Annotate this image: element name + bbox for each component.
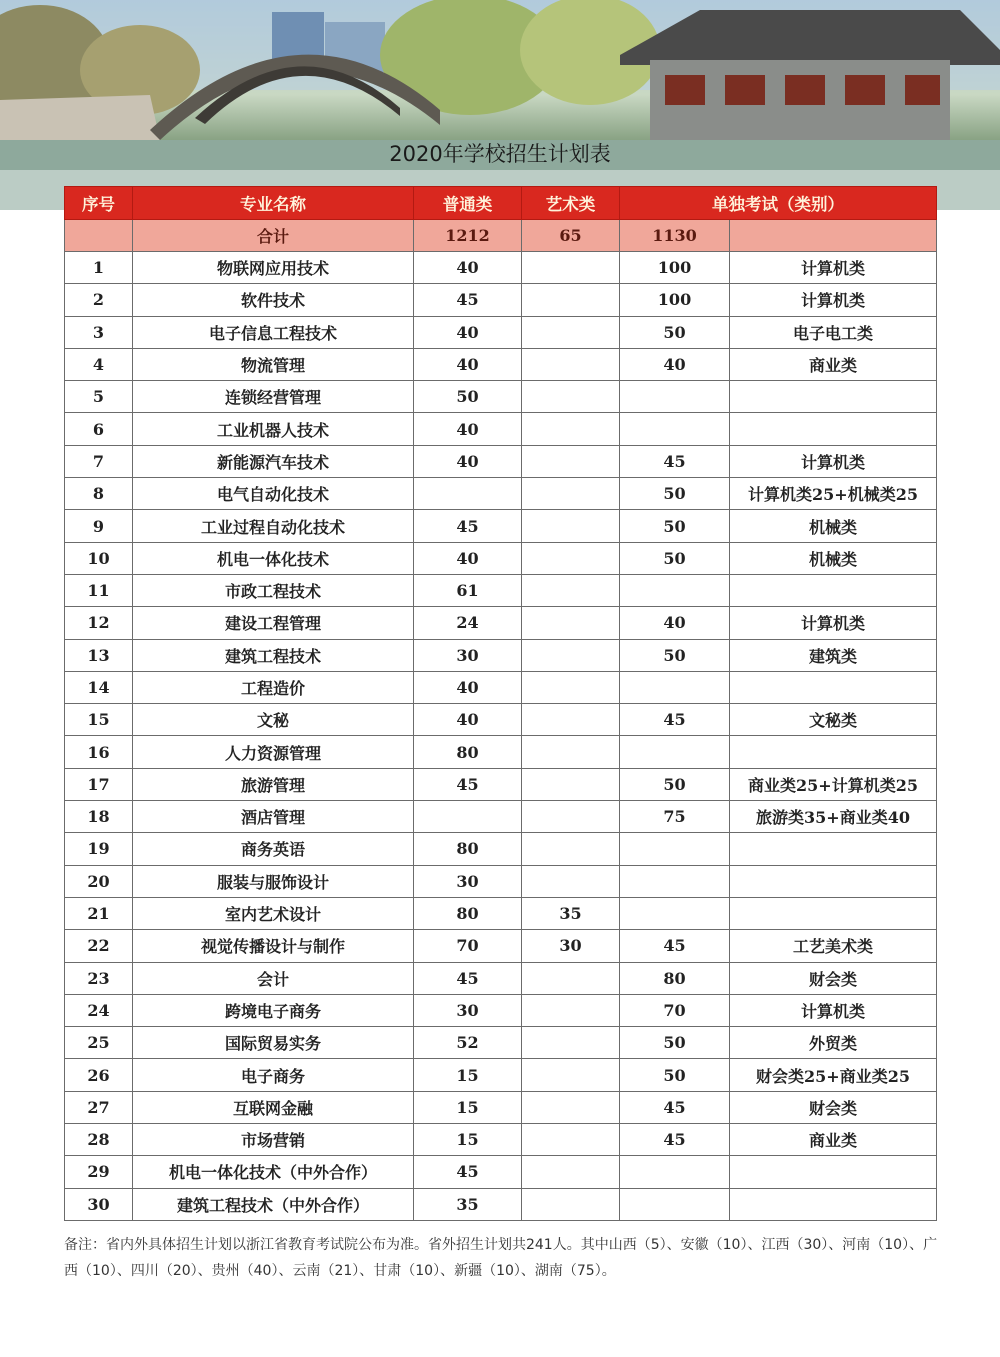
separate-exam-quota: 45 [620, 1091, 730, 1123]
art-quota [522, 316, 620, 348]
exam-category [730, 1156, 937, 1188]
separate-exam-quota [620, 671, 730, 703]
row-number: 2 [65, 284, 133, 316]
separate-exam-quota [620, 736, 730, 768]
regular-quota: 45 [414, 284, 522, 316]
major-name: 机电一体化技术 [133, 542, 414, 574]
regular-quota: 40 [414, 704, 522, 736]
row-number: 6 [65, 413, 133, 445]
exam-category: 机械类 [730, 510, 937, 542]
row-number: 13 [65, 639, 133, 671]
art-quota [522, 445, 620, 477]
regular-quota: 80 [414, 833, 522, 865]
art-quota [522, 768, 620, 800]
total-row [65, 220, 937, 252]
table-row [65, 704, 937, 736]
major-name: 服装与服饰设计 [133, 865, 414, 897]
table-row [65, 348, 937, 380]
regular-quota: 40 [414, 348, 522, 380]
regular-quota: 45 [414, 768, 522, 800]
exam-category: 机械类 [730, 542, 937, 574]
table-row [65, 994, 937, 1026]
exam-category: 建筑类 [730, 639, 937, 671]
major-name: 机电一体化技术（中外合作） [133, 1156, 414, 1188]
exam-category: 商业类 [730, 348, 937, 380]
separate-exam-quota: 50 [620, 768, 730, 800]
row-number: 5 [65, 381, 133, 413]
row-number: 11 [65, 574, 133, 606]
total-category [730, 220, 937, 252]
table-row [65, 1188, 937, 1220]
header-no: 序号 [65, 187, 133, 220]
table-row [65, 639, 937, 671]
regular-quota: 45 [414, 962, 522, 994]
row-number: 22 [65, 930, 133, 962]
exam-category: 计算机类 [730, 994, 937, 1026]
table-row [65, 833, 937, 865]
art-quota [522, 252, 620, 284]
art-quota [522, 542, 620, 574]
major-name: 电子信息工程技术 [133, 316, 414, 348]
separate-exam-quota: 50 [620, 316, 730, 348]
art-quota [522, 865, 620, 897]
separate-exam-quota: 50 [620, 1059, 730, 1091]
major-name: 文秘 [133, 704, 414, 736]
table-row [65, 768, 937, 800]
table-row [65, 865, 937, 897]
exam-category [730, 897, 937, 929]
row-number: 15 [65, 704, 133, 736]
row-number: 30 [65, 1188, 133, 1220]
art-quota [522, 284, 620, 316]
major-name: 物流管理 [133, 348, 414, 380]
art-quota [522, 1188, 620, 1220]
exam-category [730, 833, 937, 865]
regular-quota: 40 [414, 542, 522, 574]
regular-quota: 40 [414, 252, 522, 284]
separate-exam-quota: 45 [620, 704, 730, 736]
separate-exam-quota: 40 [620, 348, 730, 380]
row-number: 4 [65, 348, 133, 380]
header-art: 艺术类 [522, 187, 620, 220]
regular-quota: 40 [414, 413, 522, 445]
table-row [65, 736, 937, 768]
separate-exam-quota: 100 [620, 252, 730, 284]
major-name: 商务英语 [133, 833, 414, 865]
separate-exam-quota [620, 1156, 730, 1188]
art-quota [522, 736, 620, 768]
art-quota: 30 [522, 930, 620, 962]
campus-banner-photo [0, 0, 1000, 210]
art-quota [522, 1156, 620, 1188]
art-quota [522, 801, 620, 833]
art-quota [522, 413, 620, 445]
major-name: 建筑工程技术 [133, 639, 414, 671]
major-name: 建设工程管理 [133, 607, 414, 639]
regular-quota: 15 [414, 1091, 522, 1123]
regular-quota: 52 [414, 1027, 522, 1059]
total-regular: 1212 [414, 220, 522, 252]
exam-category: 外贸类 [730, 1027, 937, 1059]
art-quota [522, 1091, 620, 1123]
row-number: 21 [65, 897, 133, 929]
art-quota [522, 478, 620, 510]
separate-exam-quota: 50 [620, 478, 730, 510]
exam-category: 工艺美术类 [730, 930, 937, 962]
regular-quota: 35 [414, 1188, 522, 1220]
row-number: 19 [65, 833, 133, 865]
header-separate-exam: 单独考试（类别） [620, 187, 937, 220]
table-row [65, 930, 937, 962]
row-number: 16 [65, 736, 133, 768]
table-row [65, 381, 937, 413]
row-number: 12 [65, 607, 133, 639]
major-name: 建筑工程技术（中外合作） [133, 1188, 414, 1220]
row-number: 26 [65, 1059, 133, 1091]
exam-category: 文秘类 [730, 704, 937, 736]
art-quota [522, 1059, 620, 1091]
total-no [65, 220, 133, 252]
table-row [65, 1156, 937, 1188]
major-name: 视觉传播设计与制作 [133, 930, 414, 962]
regular-quota: 45 [414, 510, 522, 542]
art-quota [522, 994, 620, 1026]
row-number: 14 [65, 671, 133, 703]
regular-quota: 70 [414, 930, 522, 962]
exam-category [730, 381, 937, 413]
regular-quota [414, 801, 522, 833]
table-row [65, 671, 937, 703]
exam-category: 财会类 [730, 1091, 937, 1123]
exam-category: 计算机类 [730, 284, 937, 316]
exam-category [730, 574, 937, 606]
row-number: 1 [65, 252, 133, 284]
exam-category [730, 413, 937, 445]
table-row [65, 801, 937, 833]
regular-quota: 40 [414, 671, 522, 703]
table-row [65, 574, 937, 606]
separate-exam-quota [620, 574, 730, 606]
table-row [65, 252, 937, 284]
exam-category [730, 1188, 937, 1220]
major-name: 互联网金融 [133, 1091, 414, 1123]
header-regular: 普通类 [414, 187, 522, 220]
major-name: 市政工程技术 [133, 574, 414, 606]
regular-quota: 80 [414, 897, 522, 929]
major-name: 电子商务 [133, 1059, 414, 1091]
regular-quota [414, 478, 522, 510]
major-name: 物联网应用技术 [133, 252, 414, 284]
art-quota [522, 704, 620, 736]
regular-quota: 30 [414, 639, 522, 671]
row-number: 10 [65, 542, 133, 574]
separate-exam-quota: 80 [620, 962, 730, 994]
exam-category [730, 736, 937, 768]
regular-quota: 80 [414, 736, 522, 768]
exam-category: 计算机类 [730, 252, 937, 284]
major-name: 旅游管理 [133, 768, 414, 800]
exam-category: 商业类 [730, 1124, 937, 1156]
art-quota [522, 574, 620, 606]
separate-exam-quota: 45 [620, 930, 730, 962]
art-quota: 35 [522, 897, 620, 929]
art-quota [522, 607, 620, 639]
art-quota [522, 348, 620, 380]
exam-category: 财会类25+商业类25 [730, 1059, 937, 1091]
major-name: 跨境电子商务 [133, 994, 414, 1026]
exam-category: 计算机类 [730, 445, 937, 477]
art-quota [522, 833, 620, 865]
separate-exam-quota: 100 [620, 284, 730, 316]
regular-quota: 30 [414, 865, 522, 897]
row-number: 18 [65, 801, 133, 833]
art-quota [522, 639, 620, 671]
art-quota [522, 1027, 620, 1059]
separate-exam-quota: 50 [620, 510, 730, 542]
major-name: 市场营销 [133, 1124, 414, 1156]
row-number: 23 [65, 962, 133, 994]
row-number: 7 [65, 445, 133, 477]
table-row [65, 1059, 937, 1091]
separate-exam-quota [620, 833, 730, 865]
regular-quota: 40 [414, 316, 522, 348]
banner-scenery-illustration [0, 0, 1000, 210]
exam-category: 财会类 [730, 962, 937, 994]
row-number: 28 [65, 1124, 133, 1156]
table-row [65, 478, 937, 510]
exam-category [730, 865, 937, 897]
separate-exam-quota [620, 865, 730, 897]
regular-quota: 15 [414, 1124, 522, 1156]
exam-category: 计算机类25+机械类25 [730, 478, 937, 510]
art-quota [522, 671, 620, 703]
table-row [65, 316, 937, 348]
art-quota [522, 1124, 620, 1156]
major-name: 工程造价 [133, 671, 414, 703]
separate-exam-quota: 45 [620, 1124, 730, 1156]
major-name: 工业过程自动化技术 [133, 510, 414, 542]
table-row [65, 445, 937, 477]
table-row [65, 413, 937, 445]
exam-category: 商业类25+计算机类25 [730, 768, 937, 800]
major-name: 工业机器人技术 [133, 413, 414, 445]
major-name: 软件技术 [133, 284, 414, 316]
footnote: 备注：省内外具体招生计划以浙江省教育考试院公布为准。省外招生计划共241人。其中山西（5）、安徽（10）、江西（30）、河南（10）、广西（10）、四川（20）、贵州（40）、云南（21）、甘肃（10）、新疆（10）、湖南（75）。 [64, 1237, 938, 1279]
regular-quota: 24 [414, 607, 522, 639]
table-row [65, 542, 937, 574]
regular-quota: 30 [414, 994, 522, 1026]
row-number: 20 [65, 865, 133, 897]
major-name: 人力资源管理 [133, 736, 414, 768]
table-row [65, 1091, 937, 1123]
regular-quota: 61 [414, 574, 522, 606]
regular-quota: 45 [414, 1156, 522, 1188]
exam-category: 旅游类35+商业类40 [730, 801, 937, 833]
art-quota [522, 510, 620, 542]
table-row [65, 1124, 937, 1156]
row-number: 9 [65, 510, 133, 542]
art-quota [522, 962, 620, 994]
table-row [65, 1027, 937, 1059]
separate-exam-quota: 45 [620, 445, 730, 477]
table-row [65, 284, 937, 316]
separate-exam-quota: 70 [620, 994, 730, 1026]
separate-exam-quota: 40 [620, 607, 730, 639]
page-title: 2020年学校招生计划表 [389, 142, 611, 166]
separate-exam-quota [620, 381, 730, 413]
exam-category: 计算机类 [730, 607, 937, 639]
separate-exam-quota [620, 1188, 730, 1220]
separate-exam-quota [620, 413, 730, 445]
exam-category: 电子电工类 [730, 316, 937, 348]
separate-exam-quota [620, 897, 730, 929]
total-label: 合计 [133, 220, 414, 252]
table-row [65, 897, 937, 929]
enrollment-plan-table [64, 186, 937, 1221]
major-name: 新能源汽车技术 [133, 445, 414, 477]
table-row [65, 607, 937, 639]
separate-exam-quota: 50 [620, 1027, 730, 1059]
major-name: 室内艺术设计 [133, 897, 414, 929]
header-major: 专业名称 [133, 187, 414, 220]
major-name: 酒店管理 [133, 801, 414, 833]
total-separate: 1130 [620, 220, 730, 252]
major-name: 电气自动化技术 [133, 478, 414, 510]
table-header-row [65, 187, 937, 220]
table-row [65, 962, 937, 994]
row-number: 17 [65, 768, 133, 800]
row-number: 8 [65, 478, 133, 510]
separate-exam-quota: 50 [620, 639, 730, 671]
exam-category [730, 671, 937, 703]
major-name: 会计 [133, 962, 414, 994]
major-name: 连锁经营管理 [133, 381, 414, 413]
art-quota [522, 381, 620, 413]
row-number: 3 [65, 316, 133, 348]
row-number: 29 [65, 1156, 133, 1188]
regular-quota: 50 [414, 381, 522, 413]
row-number: 24 [65, 994, 133, 1026]
row-number: 27 [65, 1091, 133, 1123]
separate-exam-quota: 50 [620, 542, 730, 574]
row-number: 25 [65, 1027, 133, 1059]
regular-quota: 15 [414, 1059, 522, 1091]
separate-exam-quota: 75 [620, 801, 730, 833]
regular-quota: 40 [414, 445, 522, 477]
major-name: 国际贸易实务 [133, 1027, 414, 1059]
total-art: 65 [522, 220, 620, 252]
table-row [65, 510, 937, 542]
